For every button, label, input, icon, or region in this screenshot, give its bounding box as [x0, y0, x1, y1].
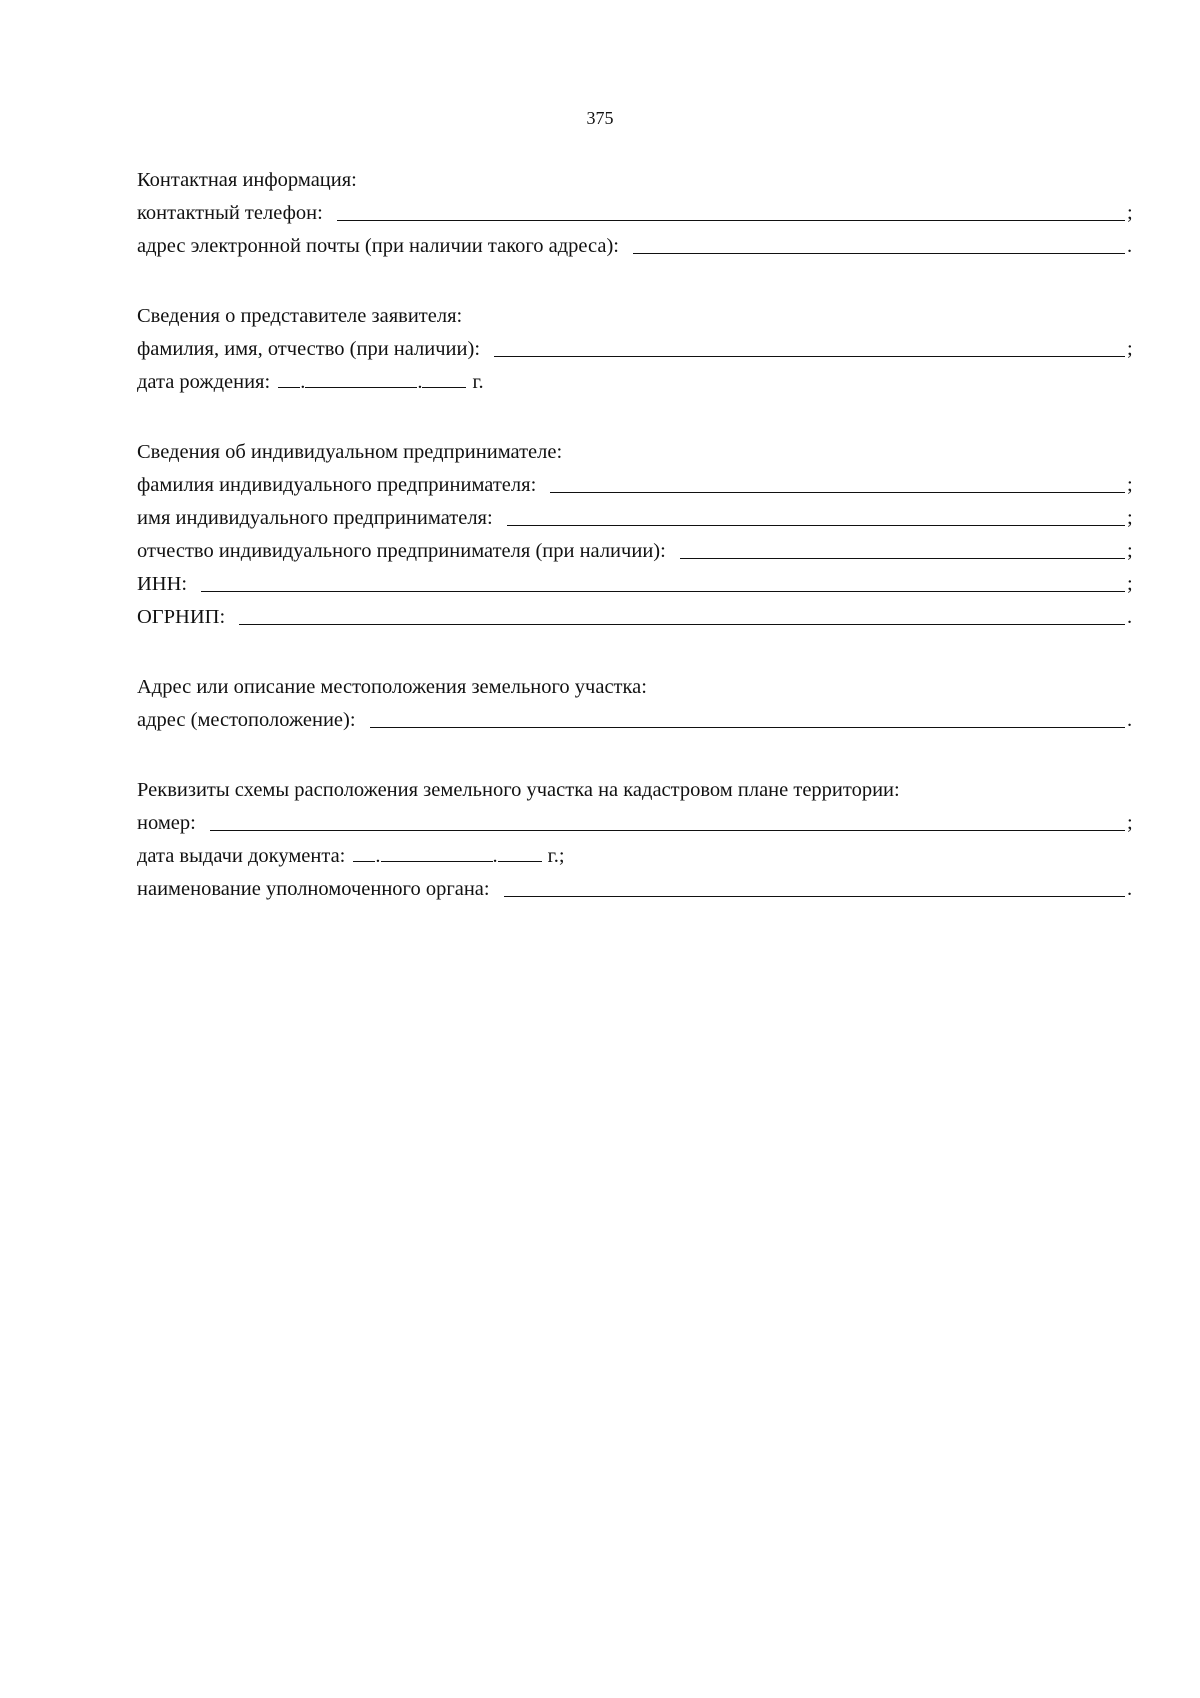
section-gap: [137, 263, 1137, 300]
ogrnip-end: .: [1127, 606, 1133, 628]
scheme-number-field[interactable]: [210, 830, 1125, 831]
land-plot-heading: [137, 671, 1137, 704]
representative-fio-end: ;: [1127, 338, 1133, 360]
email-row: [137, 230, 1137, 263]
section-gap: [137, 399, 1137, 436]
authority-label: наименование уполномоченного органа:: [137, 878, 490, 900]
ogrnip-field[interactable]: [239, 624, 1125, 625]
phone-field[interactable]: [337, 220, 1125, 221]
date-separator: .: [375, 845, 381, 867]
date-separator: .: [417, 371, 423, 393]
representative-heading: [137, 300, 1137, 333]
phone-label: контактный телефон:: [137, 202, 323, 224]
land-plot-address-row: [137, 704, 1137, 737]
email-field[interactable]: [633, 253, 1125, 254]
scheme-number-label: номер:: [137, 812, 196, 834]
application-form: [137, 164, 1137, 906]
representative-heading-text: Сведения о представителе заявителя:: [137, 305, 463, 327]
representative-fio-label: фамилия, имя, отчество (при наличии):: [137, 338, 481, 360]
scheme-date-suffix: г.;: [547, 845, 565, 867]
entrepreneur-name-end: ;: [1127, 507, 1133, 529]
entrepreneur-surname-field[interactable]: [550, 492, 1125, 493]
page-number: 375: [586, 108, 614, 128]
scheme-day-field[interactable]: [353, 841, 375, 862]
entrepreneur-patronymic-end: ;: [1127, 540, 1133, 562]
scheme-date-row: [137, 840, 1137, 873]
land-plot-heading-text: Адрес или описание местоположения земельного участка:: [137, 676, 647, 698]
contact-heading: [137, 164, 1137, 197]
scheme-heading: [137, 774, 1137, 807]
section-gap: [137, 634, 1137, 671]
date-separator: .: [492, 845, 498, 867]
entrepreneur-name-field[interactable]: [507, 525, 1125, 526]
entrepreneur-heading: [137, 436, 1137, 469]
scheme-heading-text: Реквизиты схемы расположения земельного участка на кадастровом плане территории:: [137, 779, 900, 801]
entrepreneur-surname-label: фамилия индивидуального предпринимателя:: [137, 474, 537, 496]
birth-month-field[interactable]: [305, 367, 417, 388]
email-end: .: [1127, 235, 1133, 257]
entrepreneur-name-row: [137, 502, 1137, 535]
birth-year-field[interactable]: [422, 367, 466, 388]
inn-end: ;: [1127, 573, 1133, 595]
scheme-date-label: дата выдачи документа:: [137, 845, 346, 867]
land-plot-address-label: адрес (местоположение):: [137, 709, 356, 731]
contact-heading-text: Контактная информация:: [137, 169, 357, 191]
birth-day-field[interactable]: [278, 367, 300, 388]
phone-end: ;: [1127, 202, 1133, 224]
ogrnip-row: [137, 601, 1137, 634]
entrepreneur-name-label: имя индивидуального предпринимателя:: [137, 507, 493, 529]
section-gap: [137, 737, 1137, 774]
entrepreneur-heading-text: Сведения об индивидуальном предпринимателе:: [137, 441, 563, 463]
entrepreneur-patronymic-label: отчество индивидуального предпринимателя (при наличии):: [137, 540, 666, 562]
entrepreneur-patronymic-field[interactable]: [680, 558, 1125, 559]
land-plot-address-end: .: [1127, 709, 1133, 731]
representative-fio-row: [137, 333, 1137, 366]
inn-row: [137, 568, 1137, 601]
inn-field[interactable]: [201, 591, 1125, 592]
entrepreneur-surname-end: ;: [1127, 474, 1133, 496]
authority-field[interactable]: [504, 896, 1125, 897]
email-label: адрес электронной почты (при наличии такого адреса):: [137, 235, 619, 257]
scheme-month-field[interactable]: [381, 841, 493, 862]
birth-date-label: дата рождения:: [137, 371, 271, 393]
land-plot-address-field[interactable]: [370, 727, 1125, 728]
ogrnip-label: ОГРНИП:: [137, 606, 226, 628]
authority-end: .: [1127, 878, 1133, 900]
date-separator: .: [300, 371, 306, 393]
scheme-number-row: [137, 807, 1137, 840]
scheme-number-end: ;: [1127, 812, 1133, 834]
representative-fio-field[interactable]: [494, 356, 1125, 357]
birth-date-suffix: г.: [472, 371, 484, 393]
entrepreneur-patronymic-row: [137, 535, 1137, 568]
authority-row: [137, 873, 1137, 906]
scheme-year-field[interactable]: [498, 841, 542, 862]
birth-date-row: [137, 366, 1137, 399]
entrepreneur-surname-row: [137, 469, 1137, 502]
phone-row: [137, 197, 1137, 230]
inn-label: ИНН:: [137, 573, 188, 595]
